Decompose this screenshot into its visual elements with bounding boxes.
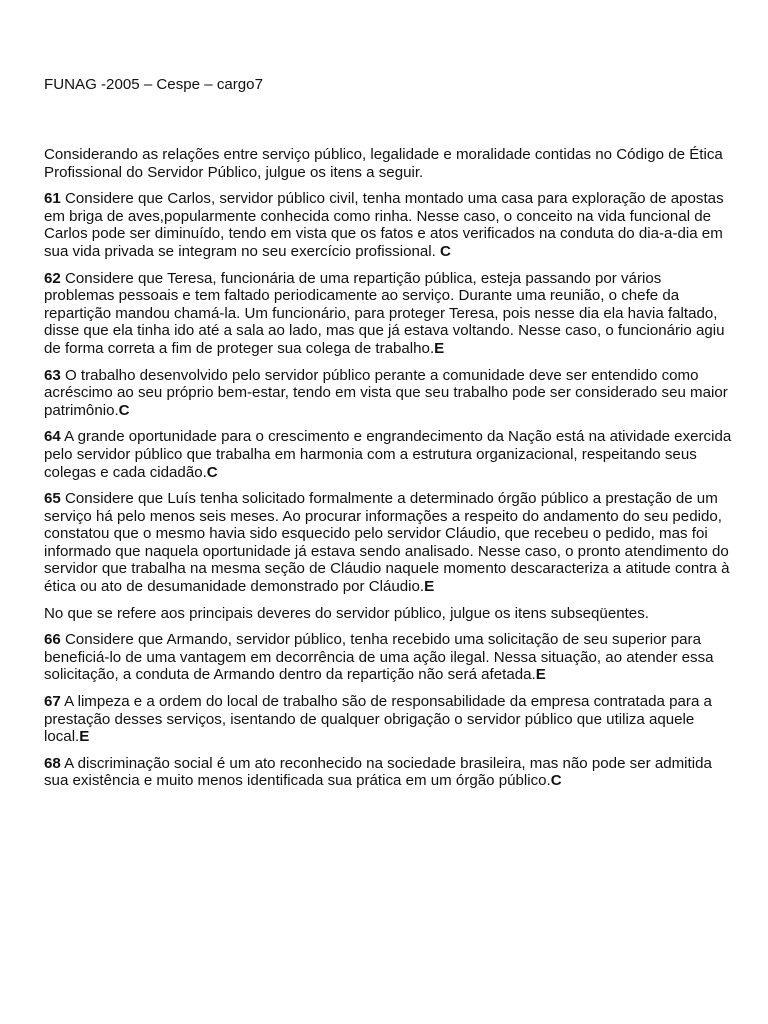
answer-key: E bbox=[434, 339, 445, 357]
question-number: 61 bbox=[44, 190, 61, 208]
question-number: 67 bbox=[44, 693, 61, 711]
answer-key: C bbox=[206, 463, 218, 481]
answer-key: C bbox=[118, 401, 130, 419]
document-header: FUNAG -2005 – Cespe – cargo7 bbox=[44, 76, 263, 93]
question-65 bbox=[44, 490, 734, 596]
question-number: 64 bbox=[44, 428, 61, 446]
answer-key: E bbox=[424, 578, 435, 596]
question-61 bbox=[44, 190, 734, 260]
question-text: Considere que Teresa, funcionária de uma repartição pública, esteja passando por vários problemas pessoais e tem faltado periodicamente ao serviço. Durante uma reunião, o chefe da repartição mandou chamá-la. Um funcionário, para proteger Teresa, pois nesse dia ela havia faltado, disse que ela tinha ido até a sala ao lado, mas que já estava voltando. Nesse caso, o funcionário agiu de forma correta a fim de proteger sua colega de trabalho. bbox=[44, 269, 725, 357]
question-64 bbox=[44, 428, 734, 481]
question-text: Considere que Armando, servidor público, tenha recebido uma solicitação de seu superior para beneficiá-lo de uma vantagem em decorrência de uma ação ilegal. Nessa situação, ao atender essa solicitação, a conduta de Armando dentro da repartição não será afetada. bbox=[44, 631, 714, 684]
answer-key: E bbox=[79, 728, 90, 746]
question-text: Considere que Carlos, servidor público civil, tenha montado uma casa para exploração de apostas em briga de aves,popularmente conhecida como rinha. Nesse caso, o conceito na vida funcional de Carlos pode ser diminuído, tendo em vista que os fatos e atos verificados na conduta do dia-a-dia em sua vida privada se integram no seu exercício profissional. bbox=[44, 190, 724, 260]
question-67 bbox=[44, 693, 734, 746]
question-text: A discriminação social é um ato reconhecido na sociedade brasileira, mas não pode ser admitida sua existência e muito menos identificada sua prática em um órgão público. bbox=[44, 754, 712, 790]
answer-key: C bbox=[550, 772, 562, 790]
question-number: 68 bbox=[44, 754, 61, 772]
answer-key: C bbox=[440, 242, 451, 260]
question-text: O trabalho desenvolvido pelo servidor público perante a comunidade deve ser entendido como acréscimo ao seu próprio bem-estar, tendo em vista que seu trabalho pode ser considerado seu maior patrimônio. bbox=[44, 366, 728, 419]
question-number: 63 bbox=[44, 366, 61, 384]
section-paragraph: No que se refere aos principais deveres do servidor público, julgue os itens subseqüentes. bbox=[44, 604, 649, 622]
question-number: 65 bbox=[44, 490, 61, 508]
question-text: Considere que Luís tenha solicitado formalmente a determinado órgão público a prestação de um serviço há pelo menos seis meses. Ao procurar informações a respeito do andamento do seu pedido, constatou que o mesmo havia sido esquecido pelo servidor Cláudio, que recebeu o pedido, mas foi informado que naquela oportunidade já estava sendo analisado. Nesse caso, o pronto atendimento do servidor que trabalha na mesma seção de Cláudio naquele momento descaracteriza a atitude contra à ética ou ato de desumanidade demonstrado por Cláudio. bbox=[44, 490, 730, 596]
question-68 bbox=[44, 755, 734, 790]
question-62 bbox=[44, 270, 734, 358]
document-page bbox=[44, 76, 734, 790]
question-66 bbox=[44, 631, 734, 684]
question-number: 62 bbox=[44, 269, 61, 287]
intro-paragraph: Considerando as relações entre serviço público, legalidade e moralidade contidas no Código de Ética Profissional do Servidor Público, julgue os itens a seguir. bbox=[44, 146, 723, 181]
question-63 bbox=[44, 367, 734, 420]
question-text: A grande oportunidade para o crescimento e engrandecimento da Nação está na atividade exercida pelo servidor público que trabalha em harmonia com a estrutura organizacional, respeitando seus colegas e cada cidadão. bbox=[44, 428, 732, 481]
question-text: A limpeza e a ordem do local de trabalho são de responsabilidade da empresa contratada para a prestação desses serviços, isentando de qualquer obrigação o servidor público que utiliza aquele local. bbox=[44, 693, 712, 746]
answer-key: E bbox=[535, 666, 546, 684]
question-number: 66 bbox=[44, 631, 61, 649]
